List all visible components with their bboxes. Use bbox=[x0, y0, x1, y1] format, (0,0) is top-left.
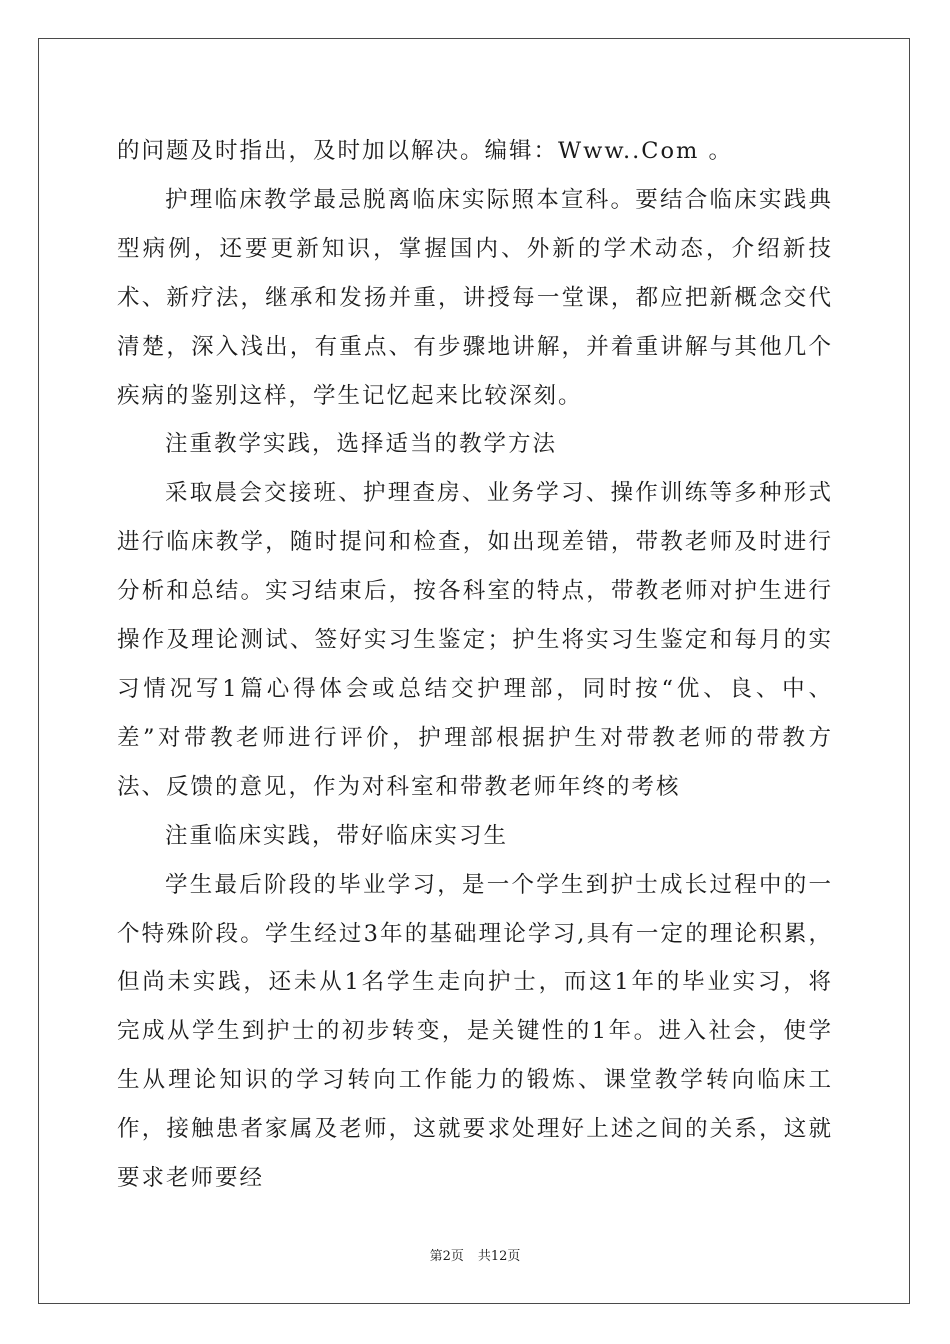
section-heading-2: 注重临床实践，带好临床实习生 bbox=[165, 822, 509, 849]
paragraph-2: 护理临床教学最忌脱离临床实际照本宣科。要结合临床实践典型病例，还要更新知识，掌握国内、外新的学术动态，介绍新技术、新疗法，继承和发扬并重，讲授每一堂课，都应把新概念交代清楚，深入浅出，有重点、有步骤地讲解，并着重讲解与其他几个疾病的鉴别这样，学生记忆起来比较深刻。 bbox=[117, 186, 833, 409]
page-total: 共12页 bbox=[477, 1249, 521, 1264]
page-footer bbox=[0, 1245, 950, 1264]
section-heading-1: 注重教学实践，选择适当的教学方法 bbox=[165, 431, 558, 458]
paragraph-1: 的问题及时指出，及时加以解决。编辑：Www..Com 。 bbox=[117, 138, 734, 164]
paragraph-3: 采取晨会交接班、护理查房、业务学习、操作训练等多种形式进行临床教学，随时提问和检查，如出现差错，带教老师及时进行分析和总结。实习结束后，按各科室的特点，带教老师对护生进行操作及理论测试、签好实习生鉴定；护生将实习生鉴定和每月的实习情况写1篇心得体会或总结交护理部，同时按“优、良、中、差”对带教老师进行评价，护理部根据护生对带教老师的带教方法、反馈的意见，作为对科室和带教老师年终的考核 bbox=[117, 480, 833, 800]
document-body bbox=[117, 127, 833, 1203]
page-number: 第2页 bbox=[429, 1249, 464, 1264]
paragraph-4: 学生最后阶段的毕业学习，是一个学生到护士成长过程中的一个特殊阶段。学生经过3年的基础理论学习,具有一定的理论积累，但尚未实践，还未从1名学生走向护士，而这1年的毕业实习，将完成从学生到护士的初步转变，是关键性的1年。进入社会，使学生从理论知识的学习转向工作能力的锻炼、课堂教学转向临床工作，接触患者家属及老师，这就要求处理好上述之间的关系，这就要求老师要经 bbox=[117, 871, 833, 1192]
